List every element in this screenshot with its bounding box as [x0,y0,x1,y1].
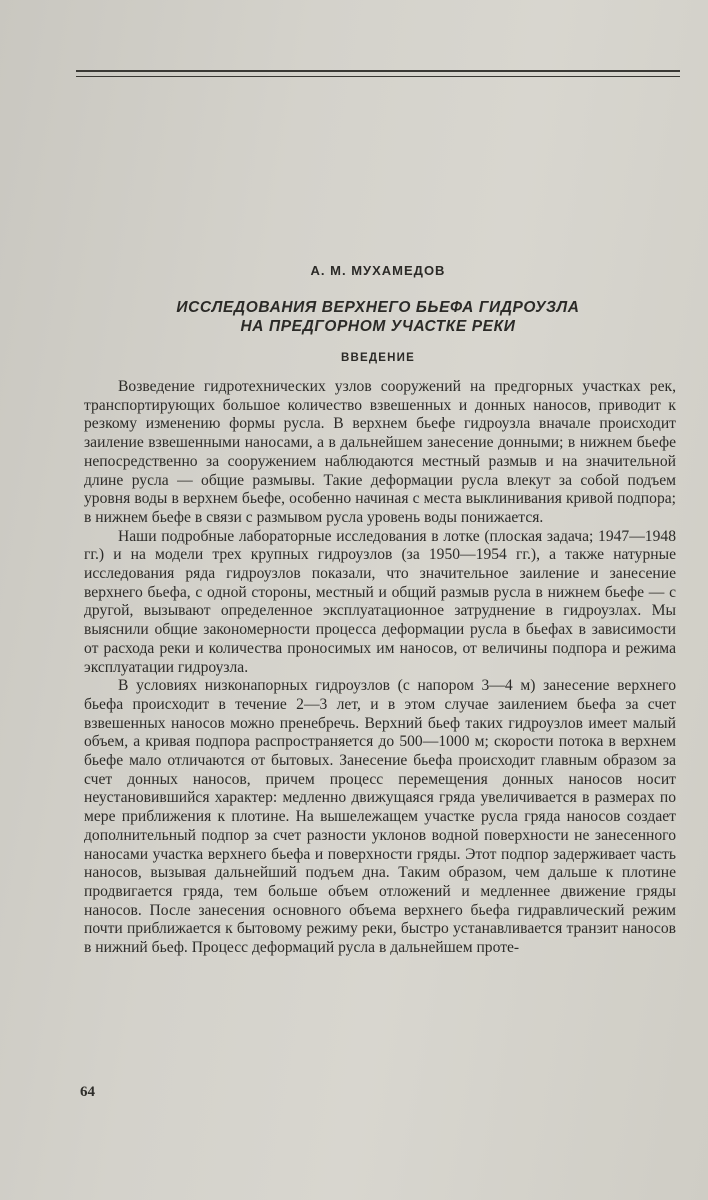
section-heading: ВВЕДЕНИЕ [341,352,415,364]
page-number: 64 [80,1084,95,1100]
body-text [84,378,676,958]
article-title [76,298,680,336]
paragraph-2: Наши подробные лабораторные исследования в лотке (плоская задача; 1947—1948 гг.) и на модели трех крупных гидроузлов (за 1950—1954 гг.), а также натурные исследования ряда гидроузлов показали, что значительное заиление и занесение верхнего бьефа, с одной стороны, местный и общий размыв русла в нижнем бьефе — с другой, вызывают определенное эксплуатационное затруднение в гидроузлах. Мы выяснили общие закономерности процесса деформации русла в бьефах в зависимости от расхода реки и количества проносимых им наносов, от величины подпора и режима эксплуатации гидроузла. [84,527,676,676]
title-line-2: НА ПРЕДГОРНОМ УЧАСТКЕ РЕКИ [240,318,516,335]
author-name: А. М. МУХАМЕДОВ [310,263,446,278]
header-rule-thin [76,76,680,77]
paragraph-3: В условиях низконапорных гидроузлов (с напором 3—4 м) занесение верхнего бьефа происходит в течение 2—3 лет, и в этом случае заилением бьефа за счет взвешенных наносов можно пренебречь. Верхний бьеф таких гидроузлов имеет малый объем, а кривая подпора распространяется до 500—1000 м; скорости потока в верхнем бьефе мало отличаются от бытовых. Занесение бьефа происходит главным образом за счет донных наносов, причем процесс перемещения донных наносов носит неустановившийся характер: медленно движущаяся гряда увеличивается в размерах по мере приближения к плотине. На вышележащем участке русла гряда наносов создает дополнительный подпор за счет разности уклонов водной поверхности не занесенного наносами участка верхнего бьефа и поверхности гряды. Этот подпор задерживает часть наносов, вызывая дальнейший подъем дна. Таким образом, чем дальше к плотине продвигается гряда, тем больше объем отложений и медленнее движение гряды наносов. После занесения основного объема верхнего бьефа гидравлический режим почти приближается к бытовому режиму реки, быстро устанавливается транзит наносов в нижний бьеф. Процесс деформаций русла в дальнейшем проте- [84,677,676,957]
title-line-1: ИССЛЕДОВАНИЯ ВЕРХНЕГО БЬЕФА ГИДРОУЗЛА [176,299,580,316]
paragraph-1: Возведение гидротехнических узлов сооружений на предгорных участках рек, транспортирующих большое количество взвешенных и донных наносов, приводит к резкому изменению формы русла. В верхнем бьефе гидроузла вначале происходит заиление взвешенными наносами, а в дальнейшем занесение донными; в нижнем бьефе непосредственно за сооружением наблюдаются местный размыв и на значительной длине русла — общие размывы. Такие деформации русла влекут за собой подъем уровня воды в верхнем бьефе, особенно начиная с места выклинивания кривой подпора; в нижнем бьефе в связи с размывом русла уровень воды понижается. [84,378,676,526]
header-rule-thick [76,70,680,72]
